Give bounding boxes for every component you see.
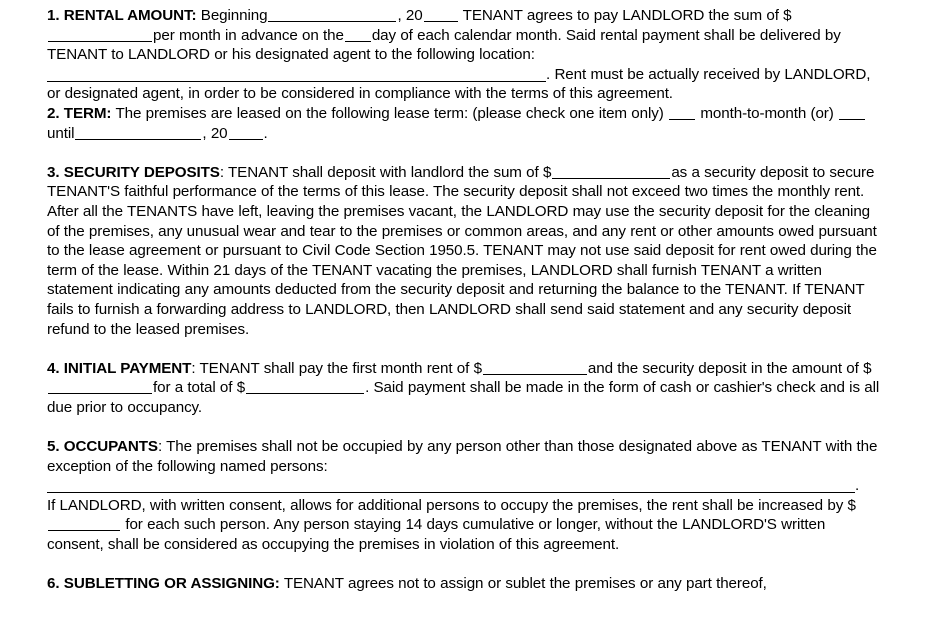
clause-text: for each such person. Any person staying 14 days cumulative or longer, without the LANDLORD'S written consent, shall be considered as occupying the premises in violation of this agreement. [47,516,826,554]
clause-number: 1. [47,7,60,24]
clause-text: and the security deposit in the amount of $ [587,359,872,377]
clause-text: until [47,124,75,142]
clause-text: . Said payment shall be made in the form of cash or cashier's check and is all due prior to occupancy. [47,379,880,416]
clause-heading: TERM: [63,104,112,122]
clause-text: , 20 [397,7,423,24]
clause-term [47,104,885,143]
clause-number: 4. [47,359,60,377]
clause-occupants [47,437,885,555]
clause-text: If LANDLORD, with written consent, allows for additional persons to occupy the premises, the rent shall be increased by $ [47,496,856,514]
clause-heading: INITIAL PAYMENT [63,359,192,377]
clause-text: : TENANT shall deposit with landlord the sum of $ [219,163,552,181]
clause-text: : TENANT shall pay the first month rent of $ [191,359,482,377]
clause-heading: SUBLETTING OR ASSIGNING: [63,575,280,593]
blank-begin-year[interactable] [424,9,458,22]
clause-text: : The premises shall not be occupied by any person other than those designated above as TENANT with the exception of the following named persons: [47,438,878,475]
clause-security-deposits [47,163,885,339]
blank-begin-date[interactable] [268,9,396,22]
clause-text: month-to-month (or) [700,104,834,122]
clause-text: TENANT agrees to pay LANDLORD the sum of $ [462,7,792,24]
write-in-line-row [47,65,885,103]
clause-text: Beginning [200,7,268,24]
clause-text: per month in advance on the [153,26,344,44]
blank-first-month-rent[interactable] [483,362,587,375]
clause-text: as a security deposit to secure TENANT'S faithful performance of the terms of this lease. The security deposit shall not exceed two times the monthly rent. After all the TENANTS have left, leaving the premises vacant, the LANDLORD may use the security deposit for the cleaning of the premises, any unusual wear and tear to the premises or common areas, and any rent or other amounts owed pursuant to the lease agreement or pursuant to Civil Code Section 1950.5. TENANT may not use said deposit for rent owed during the term of the lease. Within 21 days of the TENANT vacating the premises, LANDLORD shall furnish TENANT a written statement indicating any amounts deducted from the security deposit and returning the balance to the TENANT. If TENANT fails to furnish a forwarding address to LANDLORD, then LANDLORD shall send said statement and any security deposit refund to the leased premises. [47,163,877,338]
blank-rent-increase-per-person[interactable] [48,518,120,531]
clause-text: for a total of $ [153,379,246,397]
blank-deposit-amount[interactable] [48,381,152,394]
blank-term-month-to-month-check[interactable] [669,107,695,120]
clause-initial-payment [47,359,885,418]
write-in-line-row [47,476,885,496]
blank-payment-location[interactable] [47,68,546,82]
clause-heading: RENTAL AMOUNT: [63,7,197,24]
clause-number: 5. [47,438,60,456]
clause-text: . Rent must be actually received by LANDLORD, or designated agent, in order to be considered in compliance with the terms of this agreement. [47,65,871,103]
blank-due-day[interactable] [345,29,371,42]
blank-term-until-check[interactable] [839,107,865,120]
clause-text: TENANT agrees not to assign or sublet the premises or any part thereof, [283,575,767,593]
blank-term-end-year[interactable] [229,127,263,140]
clause-text: . [855,477,860,495]
clause-text: . [263,124,268,142]
clause-text: , 20 [202,124,228,142]
clause-number: 6. [47,575,60,593]
blank-security-deposit-amount[interactable] [552,166,670,179]
clause-subletting-or-assigning [47,574,885,594]
clause-heading: OCCUPANTS [63,438,158,456]
clause-text: The premises are leased on the following lease term: (please check one item only) [115,104,664,122]
clause-heading: SECURITY DEPOSITS [63,163,220,181]
blank-named-occupants[interactable] [47,479,855,493]
clause-text: day of each calendar month. Said rental payment shall be delivered by TENANT to LANDLORD or his designated agent to the following location: [47,26,841,64]
blank-monthly-rent[interactable] [48,29,152,42]
clause-rental-amount [47,6,885,103]
blank-term-end-date[interactable] [75,127,201,140]
clause-number: 2. [47,104,60,122]
clause-number: 3. [47,163,60,181]
blank-total-amount[interactable] [246,381,364,394]
